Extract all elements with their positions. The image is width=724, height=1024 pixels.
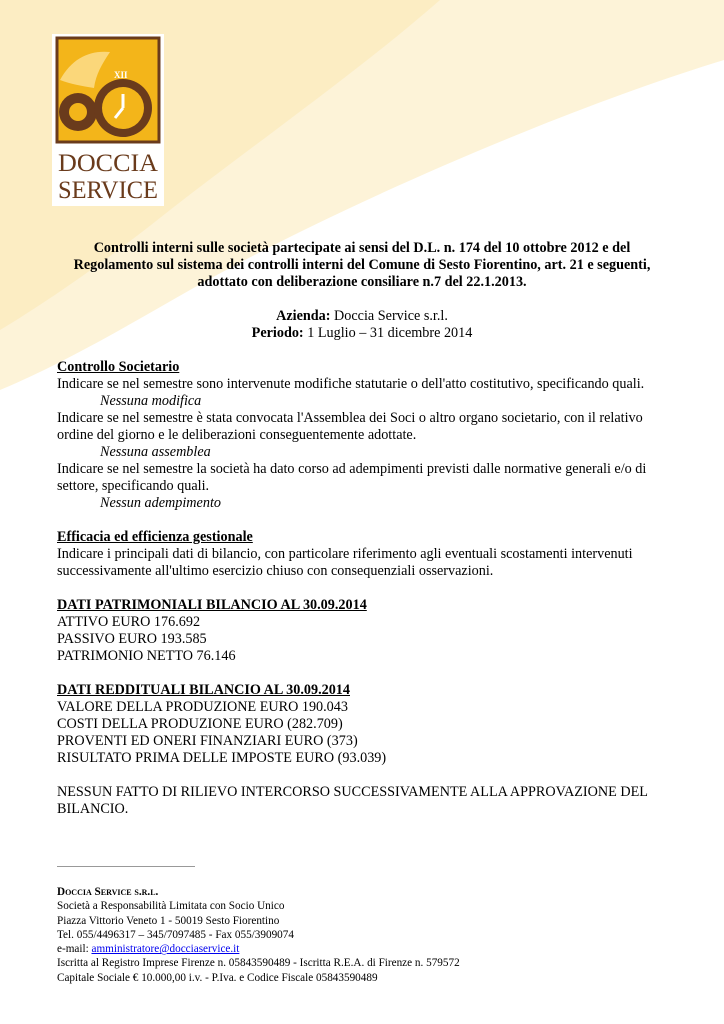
question-text: Indicare se nel semestre è stata convocata l'Assemblea dei Soci o altro organo societario, con il relativo ordine del giorno e le deliberazioni conseguentemente adottate.: [57, 410, 643, 443]
footer-line: Iscritta al Registro Imprese Firenze n. 05843590489 - Iscritta R.E.A. di Firenze n. 579572: [57, 957, 460, 970]
conclusion-text: NESSUN FATTO DI RILIEVO INTERCORSO SUCCESSIVAMENTE ALLA APPROVAZIONE DEL BILANCIO.: [57, 784, 648, 817]
footer-company-name: Doccia Service s.r.l.: [57, 886, 159, 898]
footer-email-label: e-mail:: [57, 943, 92, 956]
email-link[interactable]: amministratore@docciaservice.it: [91, 943, 240, 956]
section-heading: DATI REDDITUALI BILANCIO AL 30.09.2014: [57, 682, 350, 698]
title-line: adottato con deliberazione consiliare n.7 del 22.1.2013.: [197, 274, 527, 290]
section-text: Indicare i principali dati di bilancio, con particolare riferimento agli eventuali scostamenti intervenuti successivamente all'ultimo esercizio chiuso con consequenziali osservazioni.: [57, 546, 633, 579]
logo-word-doccia: DOCCIA: [58, 150, 158, 177]
answer-text: Nessuna modifica: [100, 393, 202, 409]
document-body: [57, 240, 667, 818]
footer-line: Piazza Vittorio Veneto 1 - 50019 Sesto Fiorentino: [57, 914, 280, 927]
footer-divider: [57, 866, 195, 867]
section-heading: Controllo Societario: [57, 359, 180, 375]
clock-numeral: XII: [114, 70, 128, 80]
logo-word-service: SERVICE: [58, 177, 158, 204]
footer-email-row: [57, 942, 657, 956]
data-line: COSTI DELLA PRODUZIONE EURO (282.709): [57, 716, 343, 732]
company-footer: [57, 885, 657, 985]
section-dati-reddituali: [57, 682, 667, 767]
periodo-row: [57, 325, 667, 342]
section-efficacia: [57, 529, 667, 580]
answer-text: Nessun adempimento: [100, 495, 221, 511]
footer-line: Società a Responsabilità Limitata con Socio Unico: [57, 900, 285, 913]
data-line: PATRIMONIO NETTO 76.146: [57, 648, 236, 664]
data-line: RISULTATO PRIMA DELLE IMPOSTE EURO (93.039): [57, 750, 387, 766]
data-line: ATTIVO EURO 176.692: [57, 614, 201, 630]
document-title: [57, 240, 667, 291]
footer-line: Tel. 055/4496317 – 345/7097485 - Fax 055/3909074: [57, 928, 294, 941]
section-heading: Efficacia ed efficienza gestionale: [57, 529, 253, 545]
azienda-row: [57, 308, 667, 325]
question-text: Indicare se nel semestre la società ha dato corso ad adempimenti previsti dalle normative generali e/o di settore, specificando quali.: [57, 461, 647, 494]
answer-text: Nessuna assemblea: [100, 444, 211, 460]
section-heading: DATI PATRIMONIALI BILANCIO AL 30.09.2014: [57, 597, 367, 613]
azienda-value: Doccia Service s.r.l.: [334, 308, 448, 324]
section-dati-patrimoniali: [57, 597, 667, 665]
question-text: Indicare se nel semestre sono intervenute modifiche statutarie o dell'atto costitutivo, specificando quali.: [57, 376, 645, 392]
azienda-label: Azienda:: [276, 308, 331, 324]
document-meta: [57, 308, 667, 342]
section-conclusion: [57, 784, 667, 818]
data-line: PROVENTI ED ONERI FINANZIARI EURO (373): [57, 733, 358, 749]
data-line: PASSIVO EURO 193.585: [57, 631, 207, 647]
title-line: Controlli interni sulle società partecipate ai sensi del D.L. n. 174 del 10 ottobre 2012 e del: [93, 240, 631, 256]
section-controllo-societario: [57, 359, 667, 512]
footer-line: Capitale Sociale € 10.000,00 i.v. - P.Iva. e Codice Fiscale 05843590489: [57, 971, 378, 984]
periodo-label: Periodo:: [251, 325, 304, 341]
title-line: Regolamento sul sistema dei controlli interni del Comune di Sesto Fiorentino, art. 21 e seguenti,: [73, 257, 651, 273]
data-line: VALORE DELLA PRODUZIONE EURO 190.043: [57, 699, 348, 715]
periodo-value: 1 Luglio – 31 dicembre 2014: [307, 325, 473, 341]
company-logo: [52, 34, 164, 206]
